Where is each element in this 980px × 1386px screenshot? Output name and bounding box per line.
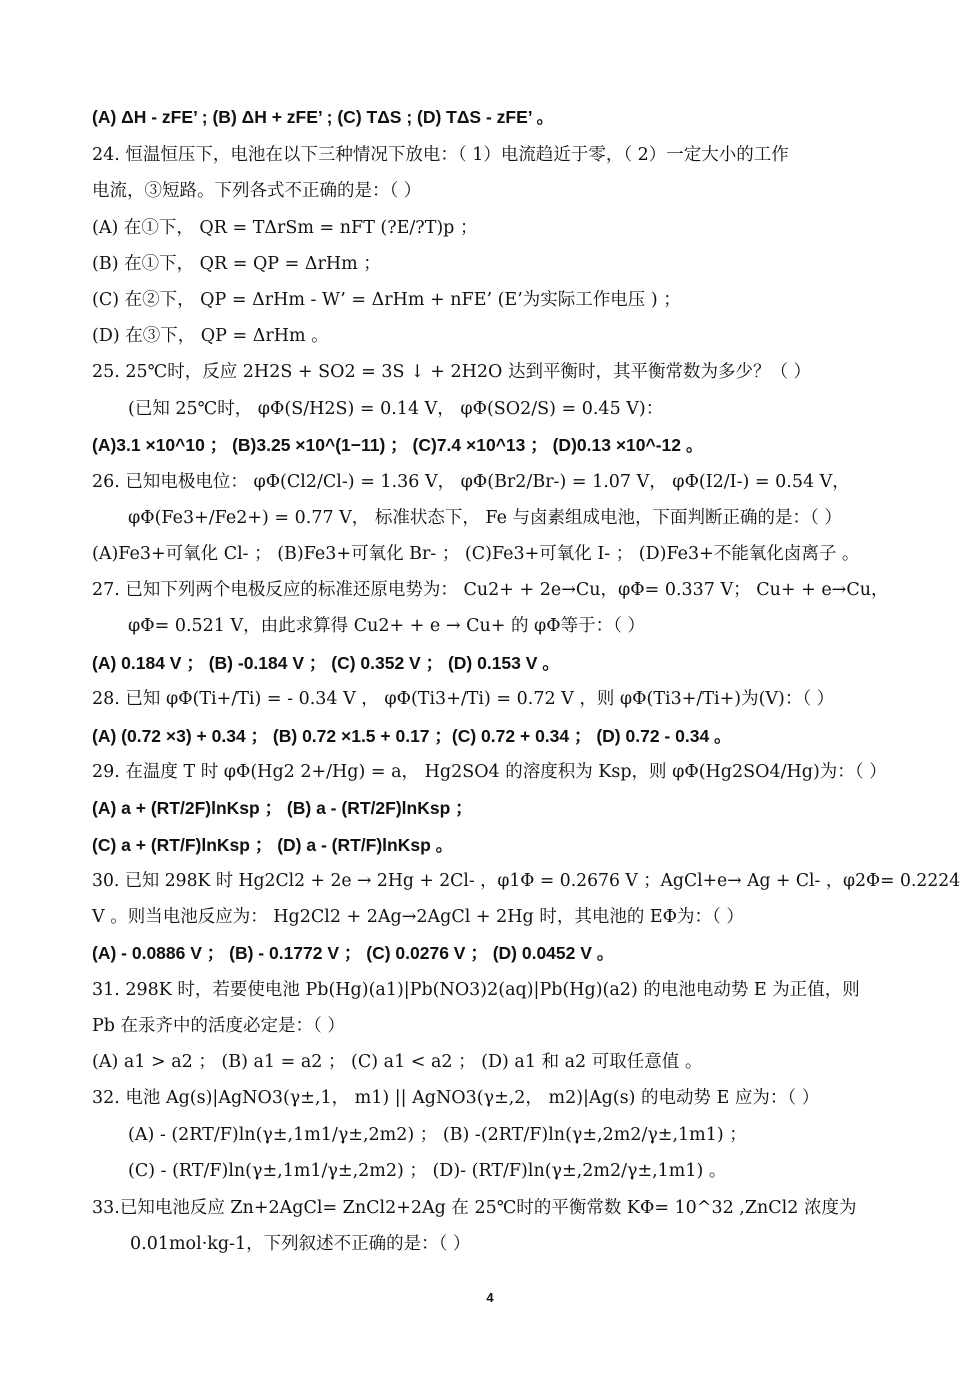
q28-options: (A) (0.72 ×3) + 0.34 ； (B) 0.72 ×1.5 + 0.17 ；(C) 0.72 + 0.34 ； (D) 0.72 - 0.34 。 (92, 726, 732, 746)
q25-given: (已知 25℃时， φΦ(S/H2S) = 0.14 V， φΦ(SO2/S) = 0.45 V)： (128, 399, 664, 419)
q29-options-cd: (C) a + (RT/F)lnKsp ； (D) a - (RT/F)lnKsp 。 (92, 835, 454, 855)
q28-stem: 28. 已知 φΦ(Ti+/Ti) = - 0.34 V ， φΦ(Ti3+/Ti) = 0.72 V ，则 φΦ(Ti3+/Ti+)为(V)：（ ） (92, 689, 835, 709)
q33-stem-1: 33.已知电池反应 Zn+2AgCl= ZnCl2+2Ag 在 25℃时的平衡常数 KΦ= 10^32 ,ZnCl2 浓度为 (92, 1198, 857, 1218)
q31-stem-2: Pb 在汞齐中的活度必定是：（ ） (92, 1016, 345, 1036)
q29-options-ab: (A) a + (RT/2F)lnKsp ； (B) a - (RT/2F)lnKsp ； (92, 798, 473, 818)
q30-stem-1: 30. 已知 298K 时 Hg2Cl2 + 2e → 2Hg + 2Cl- ，φ1Φ = 0.2676 V ；AgCl+e→ Ag + Cl- ，φ2Φ= 0.2224 (92, 871, 961, 891)
q30-stem-2: V 。则当电池反应为： Hg2Cl2 + 2Ag→2AgCl + 2Hg 时，其电池的 EΦ为：（ ） (92, 907, 744, 927)
q27-stem-2: φΦ= 0.521 V，由此求算得 Cu2+ + e → Cu+ 的 φΦ等于：（ ） (128, 616, 645, 636)
q31-options: (A) a1 > a2 ； (B) a1 = a2 ； (C) a1 < a2 ； (D) a1 和 a2 可取任意值 。 (92, 1052, 703, 1072)
q24-stem-1: 24. 恒温恒压下，电池在以下三种情况下放电：（ 1）电流趋近于零，（ 2）一定大小的工作 (92, 145, 789, 165)
q26-stem-2: φΦ(Fe3+/Fe2+) = 0.77 V， 标准状态下， Fe 与卤素组成电池，下面判断正确的是：（ ） (128, 508, 842, 528)
q24-option-d: (D) 在③下， QP = ΔrHm 。 (92, 326, 329, 346)
q32-stem: 32. 电池 Ag(s)|AgNO3(γ±,1， m1) || AgNO3(γ±,2， m2)|Ag(s) 的电动势 E 应为：（ ） (92, 1088, 820, 1108)
q25-stem: 25. 25℃时，反应 2H2S + SO2 = 3S ↓ + 2H2O 达到平衡时，其平衡常数为多少？（ ） (92, 362, 812, 382)
q24-option-b: (B) 在①下， QR = QP = ΔrHm ； (92, 254, 381, 274)
q30-options: (A) - 0.0886 V ； (B) - 0.1772 V ； (C) 0.0276 V ； (D) 0.0452 V 。 (92, 943, 615, 963)
q32-options-cd: (C) - (RT/F)ln(γ±,1m1/γ±,2m2) ； (D)- (RT/F)ln(γ±,2m2/γ±,1m1) 。 (128, 1161, 727, 1181)
q27-stem-1: 27. 已知下列两个电极反应的标准还原电势为： Cu2+ + 2e→Cu，φΦ= 0.337 V； Cu+ + e→Cu， (92, 580, 889, 600)
page-number: 4 (486, 1290, 494, 1305)
q26-options: (A)Fe3+可氧化 Cl- ； (B)Fe3+可氧化 Br- ； (C)Fe3+可氧化 I- ； (D)Fe3+不能氧化卤离子 。 (92, 544, 860, 564)
q24-stem-2: 电流，③短路。下列各式不正确的是：（ ） (92, 181, 422, 201)
q24-option-c: (C) 在②下， QP = ΔrHm - W’ = ΔrHm + nFE’ (E’为实际工作电压 ) ； (92, 290, 681, 310)
q23-options: (A) ΔH - zFE’ ; (B) ΔH + zFE’ ; (C) TΔS ; (D) TΔS - zFE’ 。 (92, 107, 555, 127)
q29-stem: 29. 在温度 T 时 φΦ(Hg2 2+/Hg) = a， Hg2SO4 的溶度积为 Ksp，则 φΦ(Hg2SO4/Hg)为：（ ） (92, 762, 887, 782)
q33-stem-2: 0.01mol·kg-1，下列叙述不正确的是：（ ） (130, 1234, 471, 1254)
q27-options: (A) 0.184 V ； (B) -0.184 V ； (C) 0.352 V ； (D) 0.153 V 。 (92, 653, 560, 673)
q26-stem-1: 26. 已知电极电位： φΦ(Cl2/Cl-) = 1.36 V， φΦ(Br2/Br-) = 1.07 V， φΦ(I2/I-) = 0.54 V， (92, 472, 850, 492)
q31-stem-1: 31. 298K 时，若要使电池 Pb(Hg)(a1)|Pb(NO3)2(aq)|Pb(Hg)(a2) 的电池电动势 E 为正值，则 (92, 980, 860, 1000)
q25-options: (A)3.1 ×10^10 ； (B)3.25 ×10^(1−11) ； (C)7.4 ×10^13 ； (D)0.13 ×10^-12 。 (92, 435, 704, 455)
q24-option-a: (A) 在①下， QR = TΔrSm = nFT (?E/?T)p ； (92, 218, 478, 238)
q32-options-ab: (A) - (2RT/F)ln(γ±,1m1/γ±,2m2) ； (B) -(2RT/F)ln(γ±,2m2/γ±,1m1) ； (128, 1125, 747, 1145)
